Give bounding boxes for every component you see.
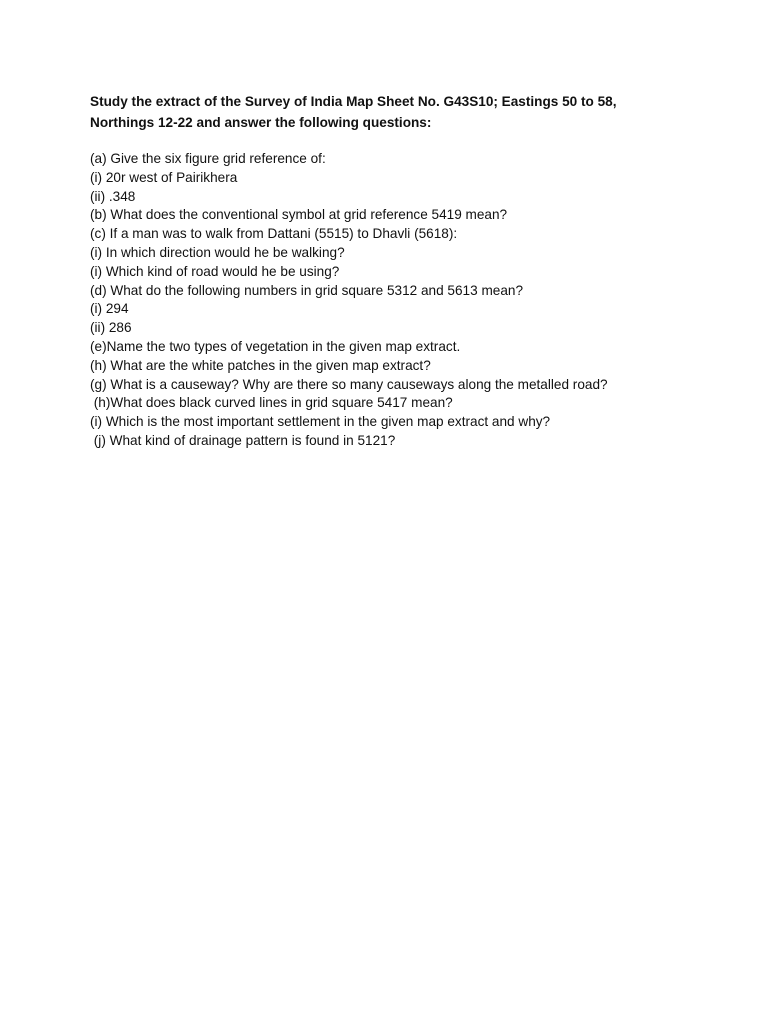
question-list — [90, 150, 730, 451]
question-line: (ii) .348 — [90, 188, 136, 204]
question-line: (h) What are the white patches in the given map extract? — [90, 357, 431, 373]
question-line: (h)What does black curved lines in grid square 5417 mean? — [90, 395, 453, 411]
question-line: (d) What do the following numbers in grid square 5312 and 5613 mean? — [90, 282, 524, 298]
question-line: (i) In which direction would he be walking? — [90, 244, 345, 260]
question-line: (i) Which is the most important settlement in the given map extract and why? — [90, 414, 551, 430]
question-line: (i) Which kind of road would he be using? — [90, 263, 340, 279]
instructions-heading — [90, 92, 730, 133]
question-line: (j) What kind of drainage pattern is found in 5121? — [90, 432, 396, 448]
heading-line-2: Northings 12-22 and answer the following questions: — [90, 114, 432, 130]
question-line: (i) 294 — [90, 301, 129, 317]
document-page — [90, 92, 730, 451]
question-line: (a) Give the six figure grid reference of: — [90, 151, 326, 166]
question-line: (g) What is a causeway? Why are there so many causeways along the metalled road? — [90, 376, 608, 392]
question-line: (ii) 286 — [90, 320, 132, 336]
question-line: (e)Name the two types of vegetation in the given map extract. — [90, 338, 461, 354]
question-line: (c) If a man was to walk from Dattani (5515) to Dhavli (5618): — [90, 226, 458, 242]
heading-line-1: Study the extract of the Survey of India Map Sheet No. G43S10; Eastings 50 to 58, — [90, 94, 617, 109]
question-line: (i) 20r west of Pairikhera — [90, 169, 238, 185]
question-line: (b) What does the conventional symbol at grid reference 5419 mean? — [90, 207, 508, 223]
